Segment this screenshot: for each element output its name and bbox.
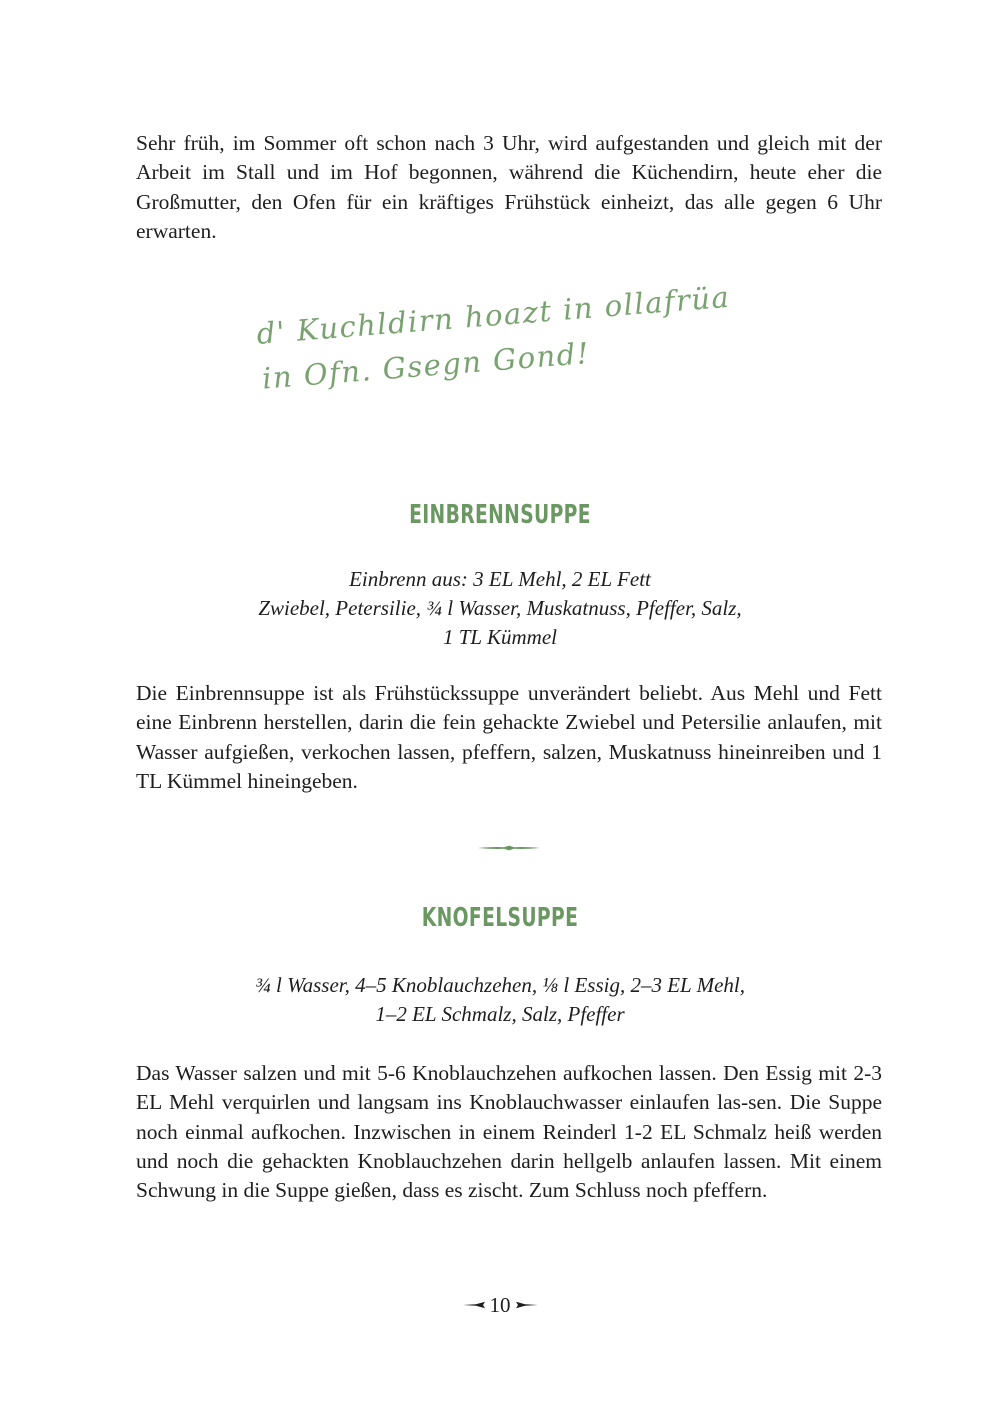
recipe-text-knofelsuppe: Das Wasser salzen und mit 5-6 Knoblauchzehen aufkochen lassen. Den Essig mit 2-3 EL Mehl verquirlen und langsam ins Knoblauchwasser einlaufen las-sen. Die Suppe noch einmal aufkochen. Inzwischen in einem Reinderl 1-2 EL Schmalz heiß werden und noch die gehackten Knoblauchzehen darin hellgelb anlaufen lassen. Mit einem Schwung in die Suppe gießen, dass es zischt. Zum Schluss noch pfeffern. — [136, 1061, 882, 1203]
recipe-title-einbrennsuppe: EINBRENNSUPPE — [409, 500, 591, 530]
left-ornament-icon — [463, 1301, 485, 1309]
page-footer — [0, 1290, 1000, 1320]
ingredient-line: Einbrenn aus: 3 EL Mehl, 2 EL Fett — [349, 567, 651, 591]
dialect-line: in Ofn. Gsegn Gond! — [260, 335, 592, 396]
right-ornament-icon — [516, 1301, 538, 1309]
page-number: 10 — [489, 1292, 511, 1317]
recipe-text-einbrennsuppe: Die Einbrennsuppe ist als Frühstückssuppe unverändert beliebt. Aus Mehl und Fett eine Einbrenn herstellen, darin die fein gehackte Zwiebel und Petersilie anlaufen, mit Wasser aufgießen, verkochen lassen, pfeffern, salzen, Muskatnuss hineinreiben und 1 TL Kümmel hineingeben. — [136, 681, 882, 793]
dialect-line: d' Kuchldirn hoazt in ollafrüa — [255, 279, 732, 351]
ingredient-line: 1–2 EL Schmalz, Salz, Pfeffer — [375, 1002, 625, 1026]
ingredient-line: 1 TL Kümmel — [443, 625, 557, 649]
dialect-handwritten-quote — [255, 268, 820, 402]
ingredients-einbrennsuppe — [0, 565, 1000, 652]
recipe-title-knofelsuppe: KNOFELSUPPE — [421, 903, 579, 933]
ingredient-line: ¾ l Wasser, 4–5 Knoblauchzehen, ⅛ l Essig, 2–3 EL Mehl, — [254, 973, 745, 997]
ornament-divider-icon — [478, 843, 540, 853]
ingredient-line: Zwiebel, Petersilie, ¾ l Wasser, Muskatnuss, Pfeffer, Salz, — [258, 596, 742, 620]
intro-paragraph: Sehr früh, im Sommer oft schon nach 3 Uhr, wird aufgestanden und gleich mit der Arbeit im Stall und im Hof begonnen, während die Küchendirn, heute eher die Großmutter, den Ofen für ein kräftiges Frühstück einheizt, das alle gegen 6 Uhr erwarten. — [136, 131, 882, 243]
ingredients-knofelsuppe — [0, 971, 1000, 1029]
